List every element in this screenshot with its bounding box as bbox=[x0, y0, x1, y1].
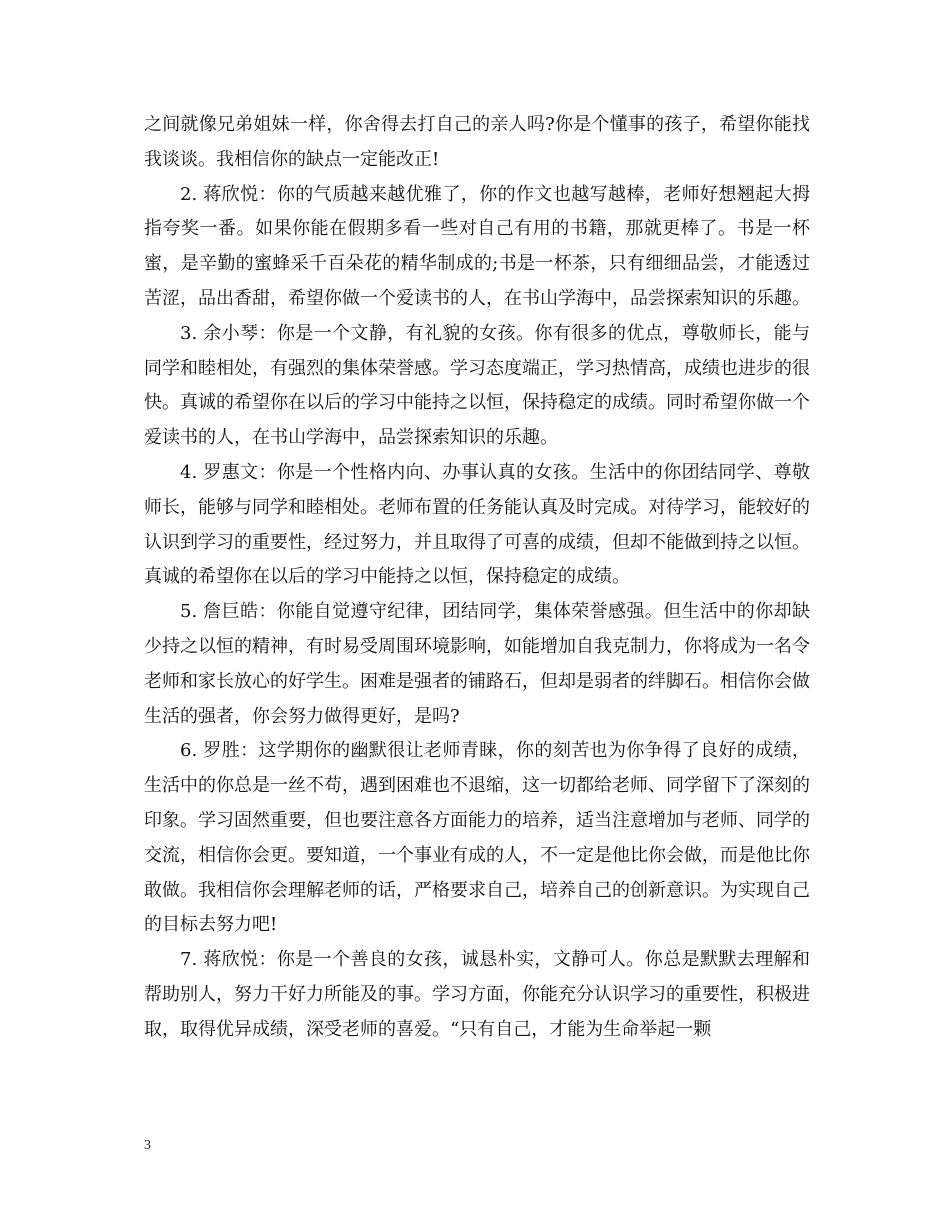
page-number: 3 bbox=[144, 1138, 151, 1153]
paragraph-continuation: 之间就像兄弟姐妹一样，你舍得去打自己的亲人吗?你是个懂事的孩子，希望你能找我谈谈。我相信你的缺点一定能改正! bbox=[144, 114, 810, 170]
body-text bbox=[144, 108, 810, 1048]
paragraph-item-5: 5. 詹巨皓：你能自觉遵守纪律，团结同学，集体荣誉感强。但生活中的你却缺少持之以恒的精神，有时易受周围环境影响，如能增加自我克制力，你将成为一名令老师和家长放心的好学生。困难是强者的铺路石，但却是弱者的绊脚石。相信你会做生活的强者，你会努力做得更好，是吗? bbox=[144, 601, 810, 727]
paragraph-item-2: 2. 蒋欣悦：你的气质越来越优雅了，你的作文也越写越棒，老师好想翘起大拇指夸奖一番。如果你能在假期多看一些对自己有用的书籍，那就更棒了。书是一杯蜜，是辛勤的蜜蜂采千百朵花的精华制成的;书是一杯茶，只有细细品尝，才能透过苦涩，品出香甜，希望你做一个爱读书的人，在书山学海中，品尝探索知识的乐趣。 bbox=[144, 183, 810, 309]
paragraph-item-7: 7. 蒋欣悦：你是一个善良的女孩，诚恳朴实，文静可人。你总是默默去理解和帮助别人，努力干好力所能及的事。学习方面，你能充分认识学习的重要性，积极进取，取得优异成绩，深受老师的喜爱。“只有自己，才能为生命举起一颗 bbox=[144, 949, 810, 1040]
paragraph-item-6: 6. 罗胜：这学期你的幽默很让老师青睐，你的刻苦也为你争得了良好的成绩，生活中的你总是一丝不苟，遇到困难也不退缩，这一切都给老师、同学留下了深刻的印象。学习固然重要，但也要注意各方面能力的培养，适当注意增加与老师、同学的交流，相信你会更。要知道，一个事业有成的人，不一定是他比你会做，而是他比你敢做。我相信你会理解老师的话，严格要求自己，培养自己的创新意识。为实现自己的目标去努力吧! bbox=[144, 740, 810, 936]
paragraph-item-4: 4. 罗惠文：你是一个性格内向、办事认真的女孩。生活中的你团结同学、尊敬师长，能够与同学和睦相处。老师布置的任务能认真及时完成。对待学习，能较好的认识到学习的重要性，经过努力，并且取得了可喜的成绩，但却不能做到持之以恒。真诚的希望你在以后的学习中能持之以恒，保持稳定的成绩。 bbox=[144, 461, 810, 588]
paragraph-item-3: 3. 余小琴：你是一个文静，有礼貌的女孩。你有很多的优点，尊敬师长，能与同学和睦相处，有强烈的集体荣誉感。学习态度端正，学习热情高，成绩也进步的很快。真诚的希望你在以后的学习中能持之以恒，保持稳定的成绩。同时希望你做一个爱读书的人，在书山学海中，品尝探索知识的乐趣。 bbox=[144, 322, 810, 449]
